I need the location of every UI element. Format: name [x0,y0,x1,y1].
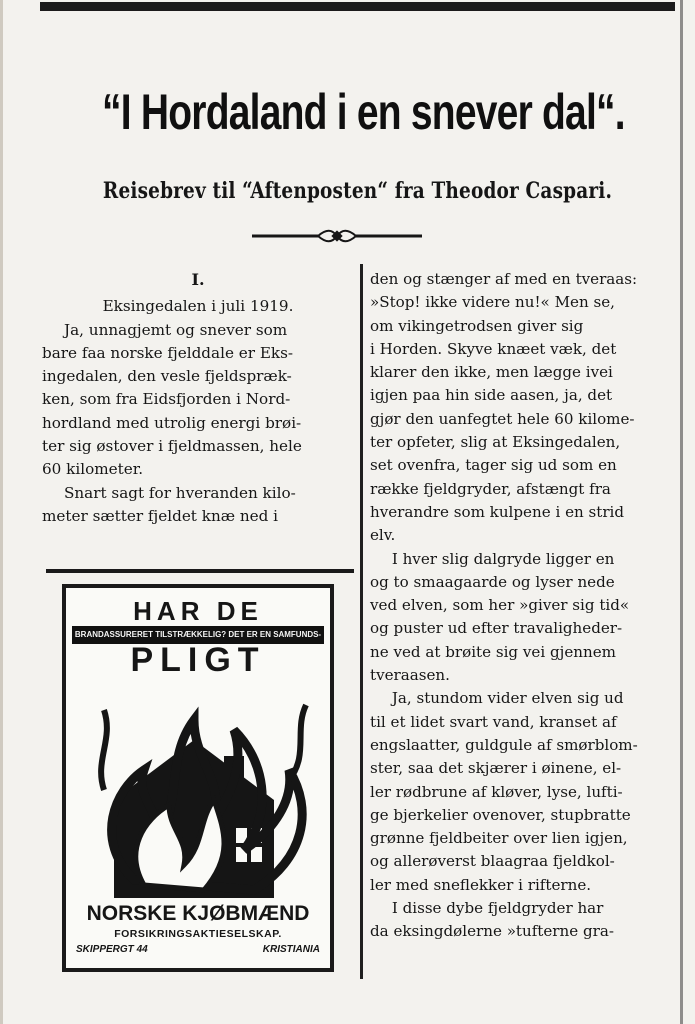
ornament-divider [252,226,422,246]
right-column-text [370,268,688,944]
text-line: Ja, unnagjemt og snever som [64,320,288,339]
dateline: Eksingedalen i juli 1919. [102,297,294,316]
text-line: ter sig østover i fjeldmassen, hele [42,437,302,456]
ad-city: KRISTIANIA [262,944,320,955]
text-line: ge bjerkelier ovenover, stupbratte [370,805,631,824]
text-line: række fjeldgryder, afstængt fra [370,479,611,498]
text-line: i Horden. Skyve knæet væk, det [370,339,617,358]
subheadline: Reisebrev til “Aftenposten“ fra Theodor Caspari. [102,178,613,204]
left-column-text [42,319,354,529]
ad-address-row [76,944,320,955]
text-line: set ovenfra, tager sig ud som en [370,456,617,475]
text-line: meter sætter fjeldet knæ ned i [42,506,278,525]
text-line: ler med sneflekker i rifterne. [370,875,592,894]
text-line: bare faa norske fjelddale er Eks- [42,343,294,362]
text-line: til et lidet svart vand, kranset af [370,712,617,731]
text-line: om vikingetrodsen giver sig [370,316,584,335]
insurance-advertisement [62,584,334,972]
ad-address: SKIPPERGT 44 [76,944,148,955]
scan-edge-left [0,0,3,1024]
ad-title: HAR DE [133,596,263,626]
text-line: Snart sagt for hveranden kilo- [64,483,296,502]
text-line: den og stænger af med en tveraas: [370,270,638,288]
section-number: I. [191,270,205,289]
text-line: ken, som fra Eidsfjorden i Nord- [42,390,291,409]
text-line: igjen paa hin side aasen, ja, det [370,386,613,405]
ad-company-name: NORSKE KJØBMÆND [86,902,310,925]
text-line: I disse dybe fjeldgryder har [391,899,604,918]
text-line: »Stop! ikke videre nu!« Men se, [370,293,615,312]
text-line: gjør den uanfegtet hele 60 kilome- [370,409,635,428]
text-line: klarer den ikke, men lægge ivei [370,363,613,382]
text-line: og to smaagaarde og lyser nede [370,572,615,591]
text-line: I hver slig dalgryde ligger en [391,549,615,568]
text-line: da eksingdølerne »tufterne gra- [370,922,614,941]
text-line: ster, saa det skjærer i øinene, el- [370,759,622,778]
text-line: hordland med utrolig energi brøi- [42,413,302,432]
text-line: 60 kilometer. [42,460,144,479]
text-line: ne ved at brøite sig vei gjennem [370,642,616,661]
headline: “I Hordaland i en snever dal“. [102,84,625,140]
text-line: og puster ud efter travaligheder- [370,619,623,638]
ad-duty-text: PLIGT [130,641,266,679]
burning-house-illustration [74,680,326,898]
text-line: hverandre som kulpene i en strid [370,502,625,521]
text-line: og allerøverst blaagraa fjeldkol- [370,852,615,871]
text-line: Ja, stundom vider elven sig ud [391,689,624,708]
ad-band-text: BRANDASSURERET TILSTRÆKKELIG? DET ER EN SAMFUNDS- [72,626,324,644]
right-column [370,268,688,944]
text-line: engslaatter, guldgule af smørblom- [370,735,638,754]
left-column [42,268,354,528]
text-line: ter opfeter, slig at Eksingedalen, [370,433,621,452]
text-line: grønne fjeldbeiter over lien igjen, [370,829,628,848]
text-line: ler rødbrune af kløver, lyse, lufti- [370,782,623,801]
text-line: elv. [370,526,396,545]
ad-company-type: FORSIKRINGSAKTIESELSKAP. [114,928,282,940]
text-line: ved elven, som her »giver sig tid« [370,596,630,615]
column-divider [360,264,363,979]
top-rule [40,2,675,11]
text-line: tveraasen. [370,666,450,685]
text-line: ingedalen, den vesle fjeldspræk- [42,367,292,386]
advertisement-rule [46,569,354,573]
